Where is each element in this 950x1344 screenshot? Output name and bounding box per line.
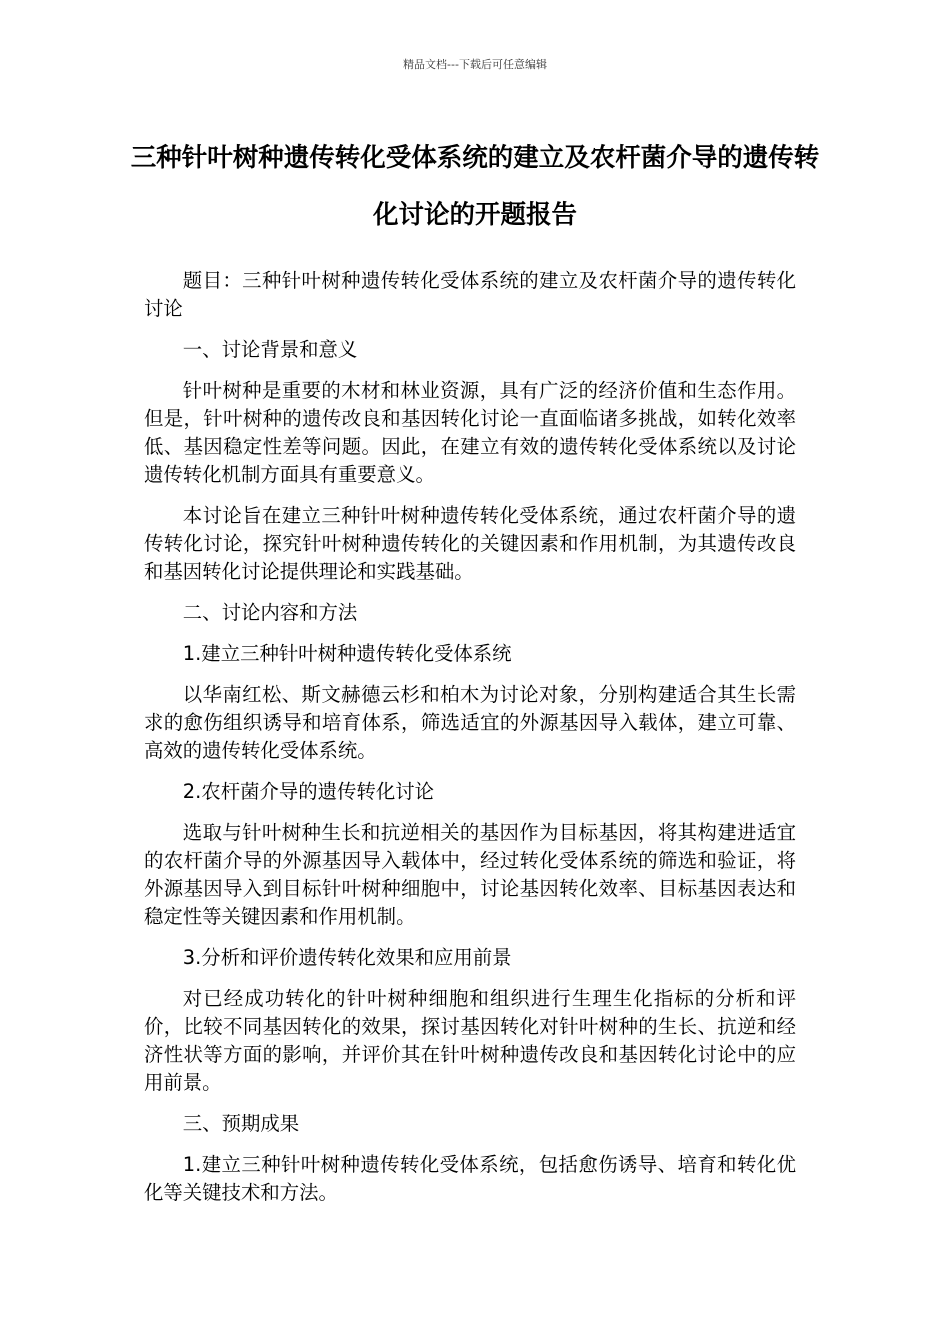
- subsection-heading: 3.分析和评价遗传转化效果和应用前景: [182, 946, 512, 969]
- subsection-heading: 2.农杆菌介导的遗传转化讨论: [182, 780, 434, 803]
- body-paragraph: 本讨论旨在建立三种针叶树种遗传转化受体系统，通过农杆菌介导的遗传转化讨论，探究针叶树种遗传转化的关键因素和作用机制，为其遗传改良和基因转化讨论提供理论和实践基础。: [144, 504, 796, 583]
- document-body: [144, 267, 796, 1220]
- subsection-heading: 1.建立三种针叶树种遗传转化受体系统: [182, 642, 512, 665]
- body-paragraph: 针叶树种是重要的木材和林业资源，具有广泛的经济价值和生态作用。但是，针叶树种的遗传改良和基因转化讨论一直面临诸多挑战，如转化效率低、基因稳定性差等问题。因此，在建立有效的遗传转化受体系统以及讨论遗传转化机制方面具有重要意义。: [144, 379, 796, 486]
- section-heading-expected-results: 三、预期成果: [182, 1112, 300, 1135]
- body-paragraph: 选取与针叶树种生长和抗逆相关的基因作为目标基因，将其构建进适宜的农杆菌介导的外源基因导入载体中，经过转化受体系统的筛选和验证，将外源基因导入到目标针叶树种细胞中，讨论基因转化效率、目标基因表达和稳定性等关键因素和作用机制。: [144, 821, 796, 928]
- section-heading-content-methods: 二、讨论内容和方法: [182, 601, 358, 624]
- body-paragraph: 对已经成功转化的针叶树种细胞和组织进行生理生化指标的分析和评价，比较不同基因转化的效果，探讨基因转化对针叶树种的生长、抗逆和经济性状等方面的影响，并评价其在针叶树种遗传改良和基因转化讨论中的应用前景。: [144, 987, 796, 1094]
- page-header: 精品文档---下载后可任意编辑: [403, 58, 547, 71]
- body-paragraph: 以华南红松、斯文赫德云杉和柏木为讨论对象，分别构建适合其生长需求的愈伤组织诱导和培育体系，筛选适宜的外源基因导入载体，建立可靠、高效的遗传转化受体系统。: [144, 683, 796, 762]
- body-paragraph: 1.建立三种针叶树种遗传转化受体系统，包括愈伤诱导、培育和转化优化等关键技术和方法。: [144, 1153, 796, 1204]
- document-title: 三种针叶树种遗传转化受体系统的建立及农杆菌介导的遗传转化讨论的开题报告: [130, 143, 820, 230]
- section-heading-background: 一、讨论背景和意义: [182, 338, 358, 361]
- topic-paragraph: 题目：三种针叶树种遗传转化受体系统的建立及农杆菌介导的遗传转化讨论: [144, 269, 796, 320]
